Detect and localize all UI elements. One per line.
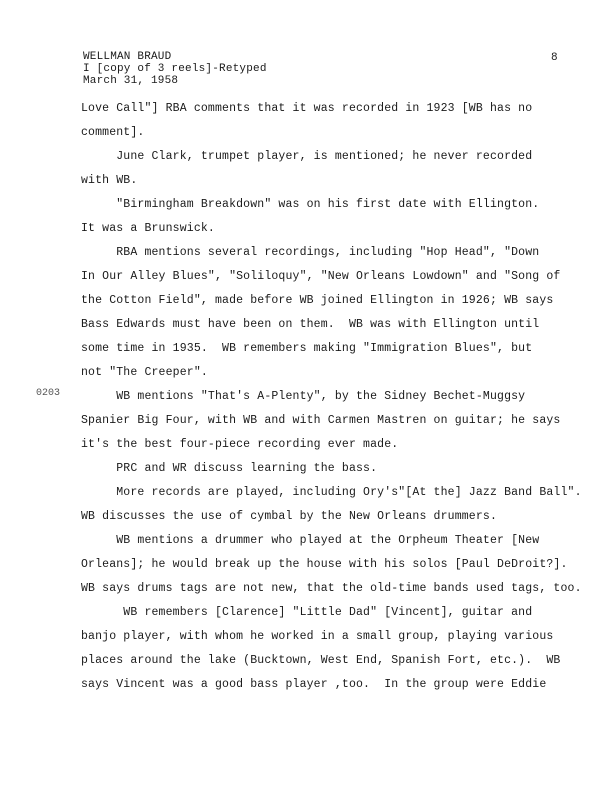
line: Orleans]; he would break up the house with his solos [Paul DeDroit?]. (81, 558, 568, 571)
line: In Our Alley Blues", "Soliloquy", "New Orleans Lowdown" and "Song of (81, 270, 561, 283)
header-date: March 31, 1958 (83, 75, 179, 87)
page-number: 8 (551, 52, 558, 64)
line: with WB. (81, 174, 138, 187)
line: banjo player, with whom he worked in a small group, playing various (81, 630, 554, 643)
line: WB mentions "That's A-Plenty", by the Sidney Bechet-Muggsy (81, 390, 526, 403)
line: WB discusses the use of cymbal by the New Orleans drummers. (81, 510, 498, 523)
line: Bass Edwards must have been on them. WB was with Ellington until (81, 318, 540, 331)
line: RBA mentions several recordings, including "Hop Head", "Down (81, 246, 540, 259)
line: June Clark, trumpet player, is mentioned; he never recorded (81, 150, 533, 163)
line: WB mentions a drummer who played at the Orpheum Theater [New (81, 534, 540, 547)
line: it's the best four-piece recording ever made. (81, 438, 399, 451)
margin-note: 0203 (36, 388, 61, 399)
line: WB says drums tags are not new, that the old-time bands used tags, too. (81, 582, 582, 595)
line: Love Call"] RBA comments that it was recorded in 1923 [WB has no (81, 102, 533, 115)
line: says Vincent was a good bass player ,too. In the group were Eddie (81, 678, 547, 691)
line: the Cotton Field", made before WB joined Ellington in 1926; WB says (81, 294, 554, 307)
line: comment]. (81, 126, 145, 139)
line: More records are played, including Ory's"[At the] Jazz Band Ball". (81, 486, 582, 499)
line: Spanier Big Four, with WB and with Carmen Mastren on guitar; he says (81, 414, 561, 427)
line: It was a Brunswick. (81, 222, 215, 235)
header-name: WELLMAN BRAUD (83, 51, 172, 63)
line: places around the lake (Bucktown, West End, Spanish Fort, etc.). WB (81, 654, 561, 667)
line: WB remembers [Clarence] "Little Dad" [Vincent], guitar and (81, 606, 533, 619)
header-reel: I [copy of 3 reels]-Retyped (83, 63, 267, 75)
line: not "The Creeper". (81, 366, 208, 379)
line: "Birmingham Breakdown" was on his first date with Ellington. (81, 198, 540, 211)
line: some time in 1935. WB remembers making "Immigration Blues", but (81, 342, 533, 355)
line: PRC and WR discuss learning the bass. (81, 462, 378, 475)
